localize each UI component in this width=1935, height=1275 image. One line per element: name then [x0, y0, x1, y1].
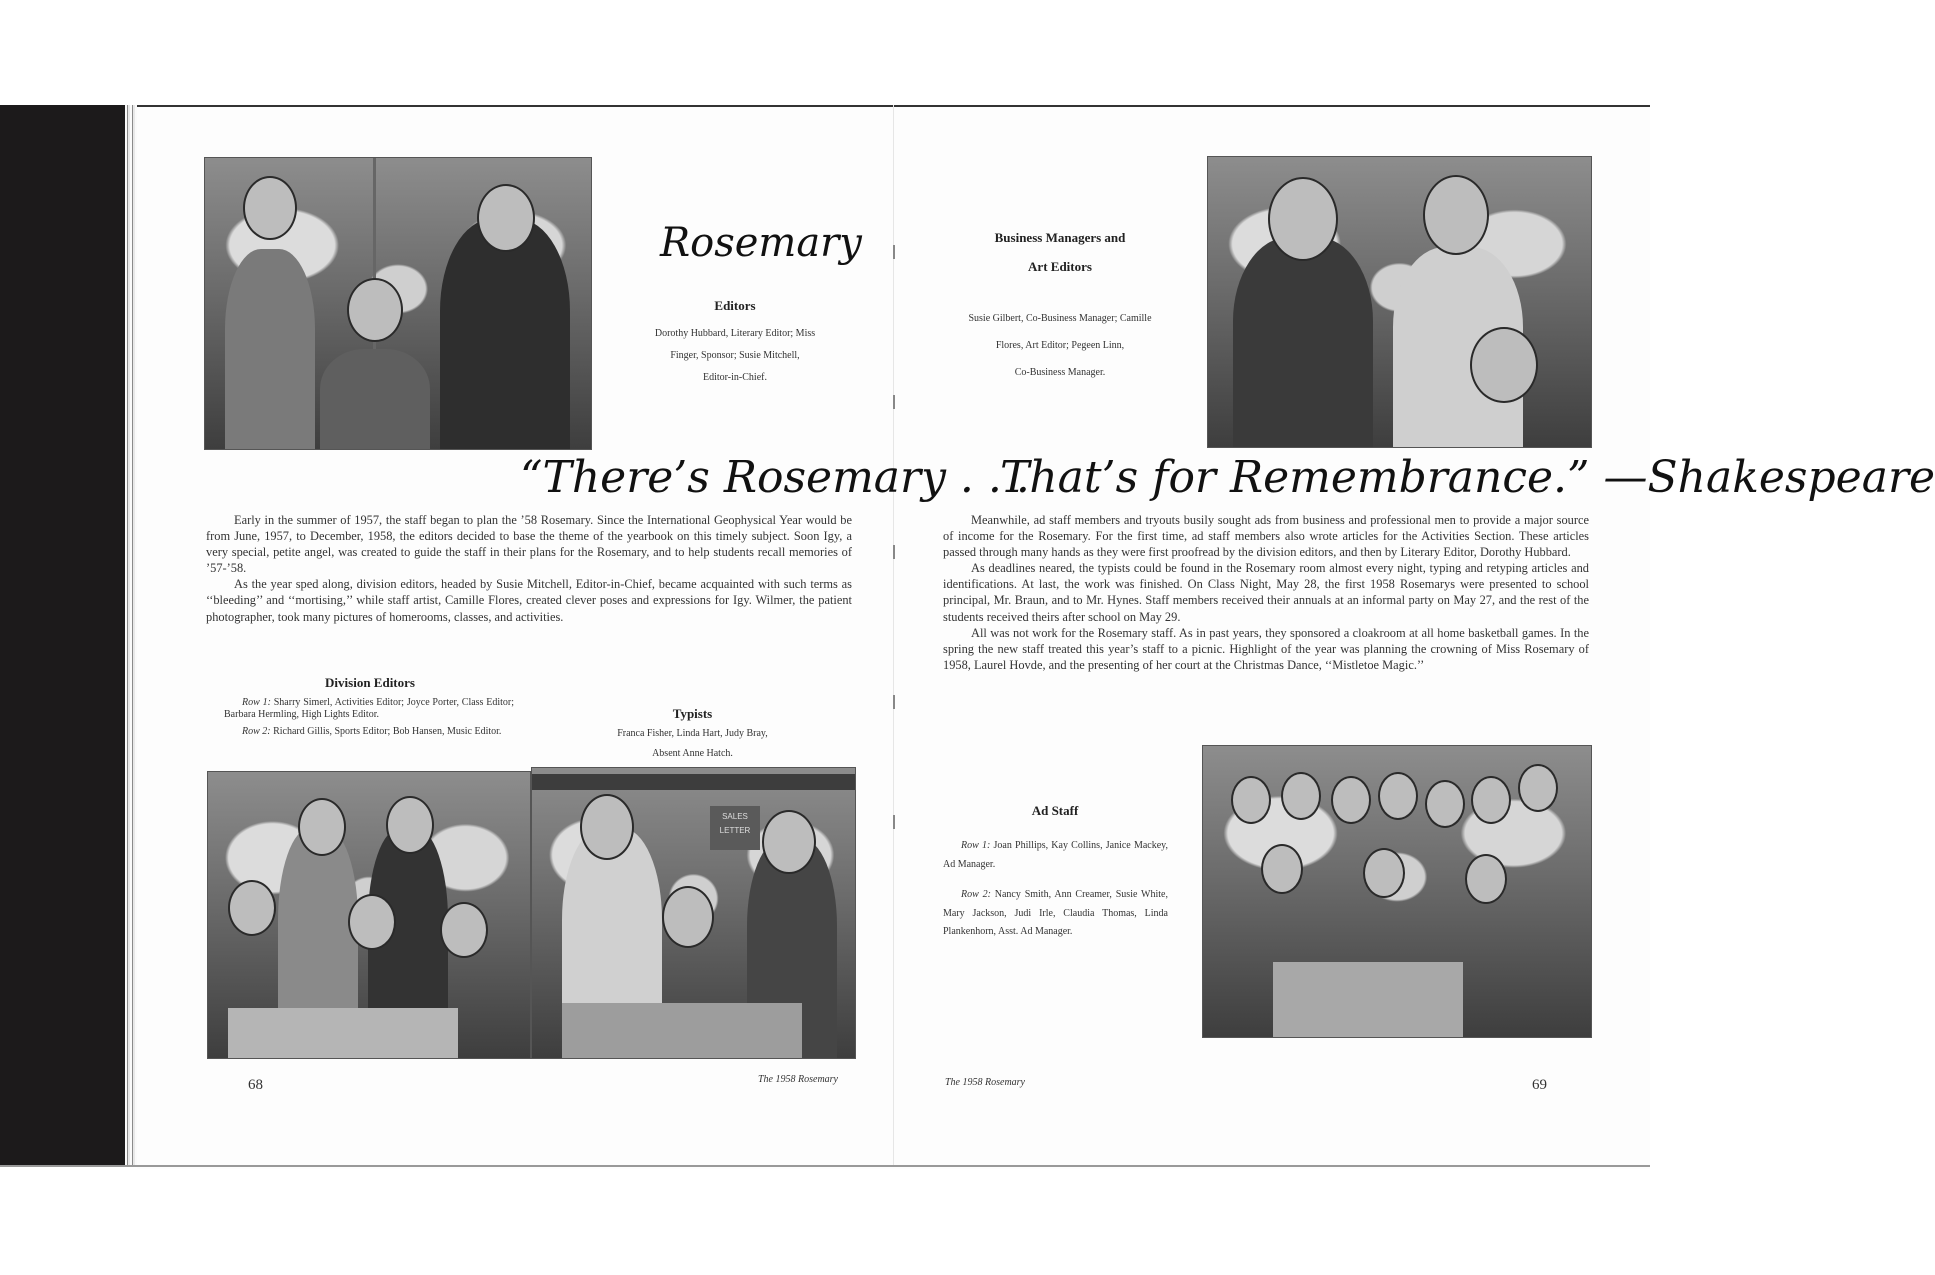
division-editors-caption: [224, 697, 514, 744]
ad-staff-photo: [1202, 745, 1592, 1038]
caption-line: Co-Business Manager.: [1014, 367, 1106, 378]
division-editors-heading: Division Editors: [325, 675, 415, 690]
scan-bottom-edge: [0, 1165, 1650, 1167]
row-names: Sharry Simerl, Activities Editor; Joyce Porter, Class Editor; Barbara Hermling, High Lights Editor.: [224, 697, 515, 720]
row-label: Row 2:: [961, 889, 991, 900]
business-heading: [940, 223, 1180, 281]
ad-staff-heading: Ad Staff: [1031, 803, 1079, 818]
business-caption: [930, 305, 1190, 386]
row-label: Row 1:: [961, 840, 991, 851]
typists-caption: [570, 724, 815, 764]
row-label: Row 1:: [242, 697, 271, 708]
typists-photo: [531, 767, 856, 1059]
page-edges: [125, 105, 137, 1167]
paragraph: Meanwhile, ad staff members and tryouts busily sought ads from business and professional men to provide a major source of income for the Rosemary. For the first time, ad staff members also wrote articles for the Activities Section. These articles passed through many hands as they were first proofread by the division editors, and then by Literary Editor, Dorothy Hubbard.: [943, 513, 1589, 560]
gutter-mark: [893, 395, 895, 409]
running-footer-right: The 1958 Rosemary: [945, 1077, 1025, 1088]
business-managers-photo: [1207, 156, 1592, 448]
paragraph: All was not work for the Rosemary staff. As in past years, they sponsored a cloakroom at all home basketball games. In the spring the new staff treated this year’s staff to a picnic. Highlight of the year was planning the crowning of Miss Rosemary of 1958, Laurel Hovde, and the presenting of her court at the Christmas Dance, ‘‘Mistletoe Magic.’’: [943, 625, 1589, 672]
caption-line: Absent Anne Hatch.: [652, 748, 733, 759]
sales-letter-sign: SALES LETTER: [710, 806, 760, 850]
left-body-text: [206, 512, 852, 625]
section-title-rosemary: Rosemary: [660, 220, 862, 266]
typists-heading: Typists: [672, 706, 713, 721]
gutter-mark: [893, 245, 895, 259]
right-body-text: [943, 512, 1589, 673]
gutter-mark: [893, 545, 895, 559]
editors-caption: [610, 323, 860, 389]
paragraph: As the year sped along, division editors, headed by Susie Mitchell, Editor-in-Chief, became acquainted with such terms as ‘‘bleeding’’ and ‘‘mortising,’’ while staff artist, Camille Flores, created clever poses and expressions for Igy. Wilmer, the patient photographer, took many pictures of homerooms, classes, and activities.: [206, 577, 852, 624]
paragraph: Early in the summer of 1957, the staff began to plan the ’58 Rosemary. Since the International Geophysical Year would be from June, 1957, to December, 1958, the editors decided to base the theme of the yearbook on this timely subject. Soon Igy, a very special, petite angel, was created to guide the staff in their plans for the Rosemary, and to help students recall memories of ’57-’58.: [206, 513, 852, 576]
caption-line: Finger, Sponsor; Susie Mitchell,: [670, 350, 800, 361]
editors-photo: [204, 157, 592, 450]
caption-line: Susie Gilbert, Co-Business Manager; Camille: [968, 313, 1152, 324]
caption-line: Franca Fisher, Linda Hart, Judy Bray,: [617, 728, 768, 739]
gutter: [893, 105, 894, 1167]
editors-heading: Editors: [714, 298, 756, 313]
caption-line: Flores, Art Editor; Pegeen Linn,: [995, 340, 1125, 351]
division-editors-photo: [207, 771, 531, 1059]
gutter-mark: [893, 695, 895, 709]
running-footer-left: The 1958 Rosemary: [758, 1074, 838, 1085]
scan-background: [0, 105, 125, 1167]
caption-line: Dorothy Hubbard, Literary Editor; Miss: [654, 328, 816, 339]
paragraph: As deadlines neared, the typists could be found in the Rosemary room almost every night, typing and retyping articles and identifications. At last, the work was finished. On Class Night, May 28, the first 1958 Rosemarys were presented to school principal, Mr. Braun, and to Mr. Hynes. Staff members received their annuals at an informal party on May 27, and the rest of the students received theirs after school on May 29.: [943, 561, 1589, 624]
headline-right: That’s for Remembrance.” —Shakespeare: [1000, 452, 1935, 503]
headline-left: “There’s Rosemary . . .: [520, 452, 1030, 503]
caption-line: Editor-in-Chief.: [703, 372, 767, 383]
page-number-left: 68: [248, 1077, 263, 1093]
row-names: Nancy Smith, Ann Creamer, Susie White, Mary Jackson, Judi Irle, Claudia Thomas, Linda Plankenhorn, Asst. Ad Manager.: [943, 889, 1168, 937]
heading-line: Art Editors: [1028, 259, 1092, 274]
gutter-mark: [893, 815, 895, 829]
heading-line: Business Managers and: [994, 230, 1126, 245]
row-names: Richard Gillis, Sports Editor; Bob Hansen, Music Editor.: [273, 726, 502, 737]
ad-staff-caption: [943, 837, 1168, 954]
row-label: Row 2:: [242, 726, 271, 737]
row-names: Joan Phillips, Kay Collins, Janice Mackey, Ad Manager.: [943, 840, 1169, 870]
page-number-right: 69: [1532, 1077, 1547, 1093]
